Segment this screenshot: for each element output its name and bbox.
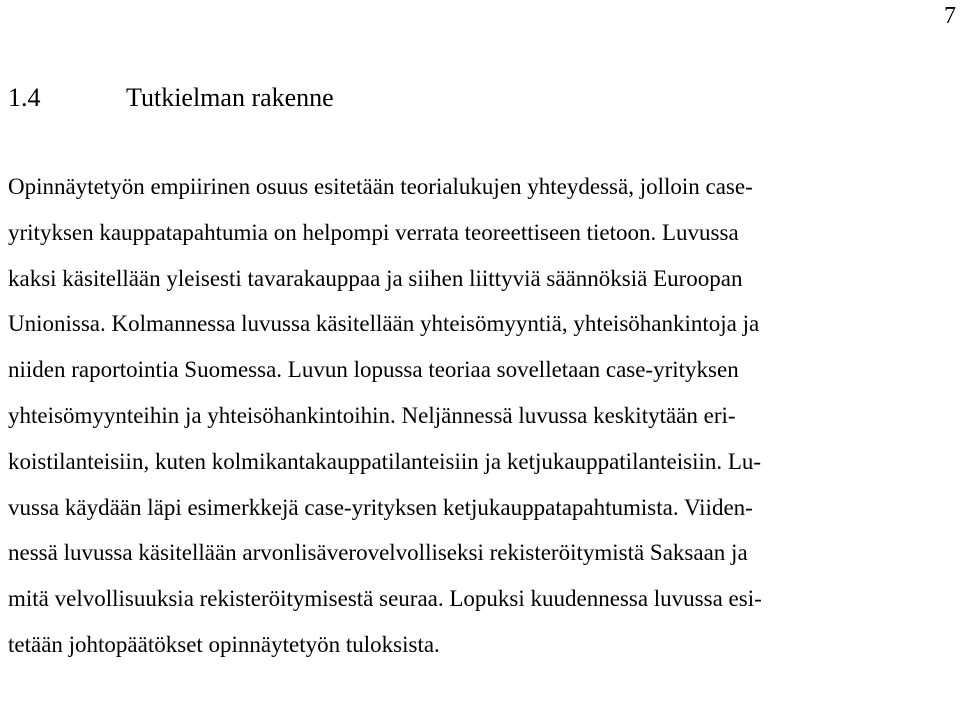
paragraph-line: koistilanteisiin, kuten kolmikantakauppatilanteisiin ja ketjukauppatilanteisiin. Lu- [8, 448, 762, 474]
paragraph-line: yrityksen kauppatapahtumia on helpompi verrata teoreettiseen tietoon. Luvussa [8, 219, 739, 245]
page-number: 7 [944, 3, 956, 29]
section-number: 1.4 [8, 83, 41, 112]
paragraph-line: kaksi käsitellään yleisesti tavarakauppaa ja siihen liittyviä säännöksiä Euroopan [8, 265, 743, 291]
section-title: Tutkielman rakenne [126, 83, 334, 112]
paragraph-line: nessä luvussa käsitellään arvonlisäverovelvolliseksi rekisteröitymistä Saksaan ja [8, 540, 748, 566]
section-heading [8, 80, 334, 116]
paragraph-line: yhteisömyynteihin ja yhteisöhankintoihin. Neljännessä luvussa keskitytään eri- [8, 402, 736, 428]
body-paragraph [8, 172, 938, 662]
paragraph-line: Unionissa. Kolmannessa luvussa käsitellään yhteisömyyntiä, yhteisöhankintoja ja [8, 311, 760, 337]
paragraph-line: Opinnäytetyön empiirinen osuus esitetään teorialukujen yhteydessä, jolloin case- [8, 174, 753, 199]
paragraph-line: niiden raportointia Suomessa. Luvun lopussa teoriaa sovelletaan case-yrityksen [8, 357, 739, 383]
paragraph-line: tetään johtopäätökset opinnäytetyön tuloksista. [8, 631, 440, 657]
paragraph-line: mitä velvollisuuksia rekisteröitymisestä seuraa. Lopuksi kuudennessa luvussa esi- [8, 586, 762, 612]
paragraph-line: vussa käydään läpi esimerkkejä case-yrityksen ketjukauppatapahtumista. Viiden- [8, 494, 753, 520]
